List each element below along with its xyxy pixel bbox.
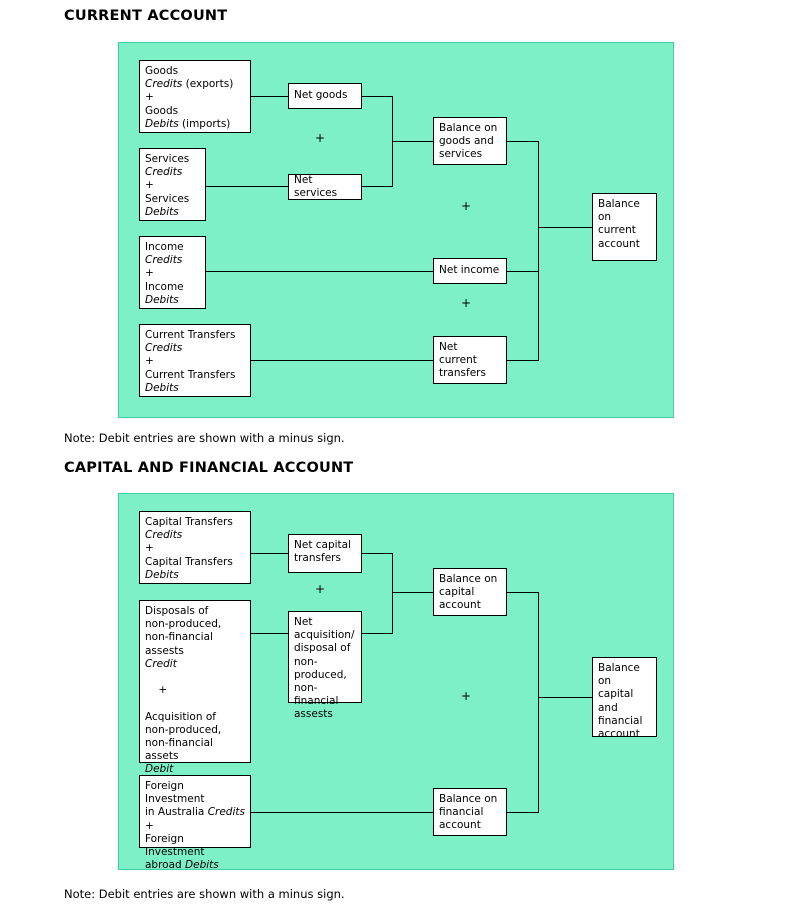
box-balance-capital-account: [433, 568, 507, 616]
box-net-acquisition-disposal: [288, 611, 362, 721]
box-disposals-acquisition-text: Disposals of non-produced, non-financial assests Credit + Acquisition of non-produced, non-financial assets Debit: [145, 605, 222, 776]
box-goods-text: Goods Credits (exports) + Goods Debits (imports): [145, 65, 234, 130]
box-balance-capital-financial-text: Balance on capital and financial account: [598, 662, 643, 741]
box-capital-transfers: [139, 511, 251, 584]
box-balance-goods-services: [433, 117, 507, 165]
connector-vertical-current-account: [538, 141, 539, 360]
box-net-services: [288, 174, 362, 200]
plus-goods-services: +: [315, 131, 326, 145]
connector-foreign-investment-to-balance: [250, 812, 433, 813]
box-balance-capital-financial: [592, 657, 657, 741]
box-net-income-text: Net income: [439, 264, 500, 277]
connector-to-balance-goods-services: [392, 141, 433, 142]
note-capital-financial-account: Note: Debit entries are shown with a minus sign.: [64, 887, 345, 901]
connector-vertical-capital-financial: [538, 592, 539, 812]
plus-capital-financial: +: [461, 689, 472, 703]
connector-goods-to-netgoods: [250, 96, 288, 97]
connector-to-balance-current-account: [538, 227, 592, 228]
box-disposals-acquisition: [139, 600, 251, 776]
box-balance-financial-account: [433, 788, 507, 836]
connector-services-to-netservices: [205, 186, 289, 187]
box-services-text: Services Credits + Services Debits: [145, 153, 190, 218]
box-net-goods: [288, 83, 362, 109]
box-goods: [139, 60, 251, 133]
box-income-text: Income Credits + Income Debits: [145, 241, 184, 306]
box-capital-transfers-text: Capital Transfers Credits + Capital Transfers Debits: [145, 516, 233, 581]
box-net-capital-transfers: [288, 534, 362, 573]
connector-income-to-netincome: [205, 271, 433, 272]
plus-income-transfers: +: [461, 296, 472, 310]
connector-net-acquisition-right: [361, 633, 393, 634]
box-net-acquisition-disposal-text: Net acquisition/ disposal of non-produced, non-financial assests: [294, 616, 355, 721]
box-balance-current-account: [592, 193, 657, 261]
note-current-account: Note: Debit entries are shown with a minus sign.: [64, 431, 345, 445]
connector-netgoods-right: [361, 96, 393, 97]
connector-transfers-to-nettransfers: [250, 360, 433, 361]
connector-netincome-right: [507, 271, 539, 272]
plus-balance-income: +: [461, 199, 472, 213]
connector-netservices-right: [361, 186, 393, 187]
connector-net-capital-right: [361, 553, 393, 554]
box-net-services-text: Net services: [294, 173, 338, 199]
connector-to-balance-capital: [392, 592, 433, 593]
connector-balance-gs-right: [507, 141, 539, 142]
page-title-capital-financial-account: CAPITAL AND FINANCIAL ACCOUNT: [64, 460, 354, 476]
box-net-current-transfers-text: Net current transfers: [439, 341, 486, 380]
connector-nettransfers-right: [507, 360, 539, 361]
box-income: [139, 236, 206, 309]
box-balance-capital-account-text: Balance on capital account: [439, 573, 498, 612]
connector-capital-transfers-to-net: [250, 553, 288, 554]
box-net-current-transfers: [433, 336, 507, 384]
box-net-capital-transfers-text: Net capital transfers: [294, 539, 352, 565]
connector-to-balance-capital-financial: [538, 697, 592, 698]
box-services: [139, 148, 206, 221]
connector-vertical-capital: [392, 553, 393, 633]
plus-capital-transfers-acquisition: +: [315, 582, 326, 596]
connector-balance-financial-right: [507, 812, 539, 813]
box-net-goods-text: Net goods: [294, 89, 348, 102]
connector-balance-capital-right: [507, 592, 539, 593]
box-current-transfers: [139, 324, 251, 397]
page-title-current-account: CURRENT ACCOUNT: [64, 8, 228, 24]
box-balance-current-account-text: Balance on current account: [598, 198, 640, 250]
box-current-transfers-text: Current Transfers Credits + Current Transfers Debits: [145, 329, 236, 394]
box-foreign-investment-text: Foreign Investment in Australia Credits + Foreign Investment abroad Debits: [145, 780, 245, 872]
box-foreign-investment: [139, 775, 251, 872]
box-net-income: [433, 258, 507, 284]
connector-disposals-to-net-acquisition: [250, 633, 288, 634]
box-balance-goods-services-text: Balance on goods and services: [439, 122, 498, 161]
box-balance-financial-account-text: Balance on financial account: [439, 793, 498, 832]
